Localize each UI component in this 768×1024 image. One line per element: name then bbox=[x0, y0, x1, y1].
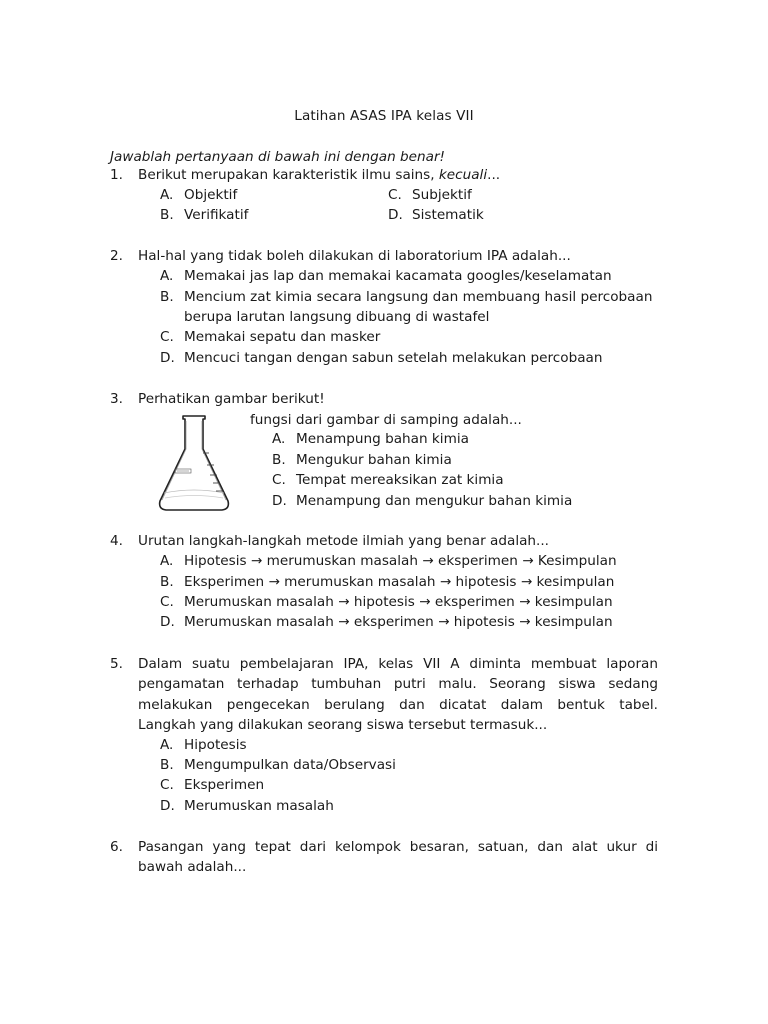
option-letter: A. bbox=[160, 268, 174, 284]
question-number: 1. bbox=[110, 167, 123, 183]
option-letter: A. bbox=[272, 431, 286, 447]
question-number: 6. bbox=[110, 839, 123, 855]
option-text: Eksperimen → merumuskan masalah → hipotesis → kesimpulan bbox=[184, 574, 615, 590]
option-letter: D. bbox=[160, 614, 175, 630]
option-letter: B. bbox=[160, 574, 174, 590]
question-line: Langkah yang dilakukan seorang siswa tersebut termasuk... bbox=[138, 716, 548, 733]
option-text: Mencuci tangan dengan sabun setelah melakukan percobaan bbox=[184, 350, 603, 366]
question-number: 2. bbox=[110, 248, 123, 264]
question-text bbox=[138, 837, 658, 878]
option-c[interactable] bbox=[160, 327, 380, 347]
question-suffix: ... bbox=[487, 167, 501, 183]
question-number: 3. bbox=[110, 391, 123, 407]
instruction-text: Jawablah pertanyaan di bawah ini dengan benar! bbox=[110, 149, 445, 165]
question-text: Hal-hal yang tidak boleh dilakukan di laboratorium IPA adalah... bbox=[138, 248, 571, 264]
option-d[interactable] bbox=[272, 491, 572, 511]
option-b-continued: berupa larutan langsung dibuang di wastafel bbox=[184, 309, 490, 325]
question-line: melakukan pengecekan berulang dan dicatat dalam bentuk tabel. bbox=[138, 696, 658, 713]
option-c[interactable] bbox=[388, 185, 472, 205]
option-a[interactable] bbox=[160, 551, 617, 571]
question-line: pengamatan terhadap tumbuhan putri malu. Seorang siswa sedang bbox=[138, 676, 658, 693]
question-text: Urutan langkah-langkah metode ilmiah yang benar adalah... bbox=[138, 533, 550, 549]
option-text: Menampung bahan kimia bbox=[296, 431, 469, 447]
option-d[interactable] bbox=[160, 612, 613, 632]
erlenmeyer-flask-icon bbox=[156, 413, 232, 513]
question-number: 4. bbox=[110, 533, 123, 549]
option-b[interactable] bbox=[272, 450, 452, 470]
option-letter: D. bbox=[160, 798, 175, 814]
question-text bbox=[138, 654, 658, 735]
question-text-main: Berikut merupakan karakteristik ilmu sains, bbox=[138, 167, 439, 183]
option-letter: D. bbox=[388, 207, 403, 223]
option-letter: B. bbox=[160, 289, 174, 305]
question-emphasis: kecuali bbox=[438, 167, 488, 183]
option-b[interactable] bbox=[160, 287, 652, 307]
option-d[interactable] bbox=[160, 796, 334, 816]
option-text: Merumuskan masalah → eksperimen → hipotesis → kesimpulan bbox=[184, 614, 613, 630]
option-a[interactable] bbox=[272, 429, 469, 449]
option-text: Hipotesis bbox=[184, 737, 247, 753]
option-letter: C. bbox=[160, 329, 174, 345]
option-b[interactable] bbox=[160, 572, 614, 592]
option-text: Mengukur bahan kimia bbox=[296, 452, 452, 468]
option-c[interactable] bbox=[272, 470, 504, 490]
question-text bbox=[138, 165, 500, 185]
option-text: Memakai sepatu dan masker bbox=[184, 329, 381, 345]
option-text: Tempat mereaksikan zat kimia bbox=[296, 472, 504, 488]
option-text: Objektif bbox=[184, 187, 238, 203]
option-b[interactable] bbox=[160, 755, 396, 775]
option-letter: C. bbox=[388, 187, 402, 203]
option-letter: B. bbox=[272, 452, 286, 468]
option-b[interactable] bbox=[160, 205, 248, 225]
option-text: Mengumpulkan data/Observasi bbox=[184, 757, 396, 773]
option-letter: C. bbox=[160, 777, 174, 793]
question-text: Perhatikan gambar berikut! bbox=[138, 391, 325, 407]
option-a[interactable] bbox=[160, 185, 237, 205]
option-letter: A. bbox=[160, 187, 174, 203]
option-text: Verifikatif bbox=[184, 207, 249, 223]
option-text: Mencium zat kimia secara langsung dan membuang hasil percobaan bbox=[184, 289, 653, 305]
option-letter: C. bbox=[272, 472, 286, 488]
question-line: bawah adalah... bbox=[138, 859, 247, 876]
option-a[interactable] bbox=[160, 735, 247, 755]
option-text: Merumuskan masalah → hipotesis → eksperimen → kesimpulan bbox=[184, 594, 613, 610]
question-number: 5. bbox=[110, 656, 123, 672]
option-letter: C. bbox=[160, 594, 174, 610]
option-c[interactable] bbox=[160, 592, 613, 612]
option-a[interactable] bbox=[160, 266, 612, 286]
option-text: Subjektif bbox=[412, 187, 472, 203]
option-letter: B. bbox=[160, 207, 174, 223]
option-text: Eksperimen bbox=[184, 777, 265, 793]
option-letter: B. bbox=[160, 757, 174, 773]
option-d[interactable] bbox=[160, 348, 602, 368]
option-letter: A. bbox=[160, 553, 174, 569]
option-d[interactable] bbox=[388, 205, 484, 225]
question-subtext: fungsi dari gambar di samping adalah... bbox=[250, 412, 522, 428]
question-line: Pasangan yang tepat dari kelompok besaran, satuan, dan alat ukur di bbox=[138, 839, 658, 855]
option-letter: A. bbox=[160, 737, 174, 753]
option-text: Merumuskan masalah bbox=[184, 798, 334, 814]
option-text: Sistematik bbox=[412, 207, 484, 223]
page-title: Latihan ASAS IPA kelas VII bbox=[294, 108, 474, 124]
option-text: Hipotesis → merumuskan masalah → eksperimen → Kesimpulan bbox=[184, 553, 617, 569]
option-text: Memakai jas lap dan memakai kacamata googles/keselamatan bbox=[184, 268, 612, 284]
option-letter: D. bbox=[160, 350, 175, 366]
option-text: Menampung dan mengukur bahan kimia bbox=[296, 493, 573, 509]
option-c[interactable] bbox=[160, 775, 264, 795]
question-line: Dalam suatu pembelajaran IPA, kelas VII A diminta membuat laporan bbox=[138, 656, 658, 672]
option-letter: D. bbox=[272, 493, 287, 509]
